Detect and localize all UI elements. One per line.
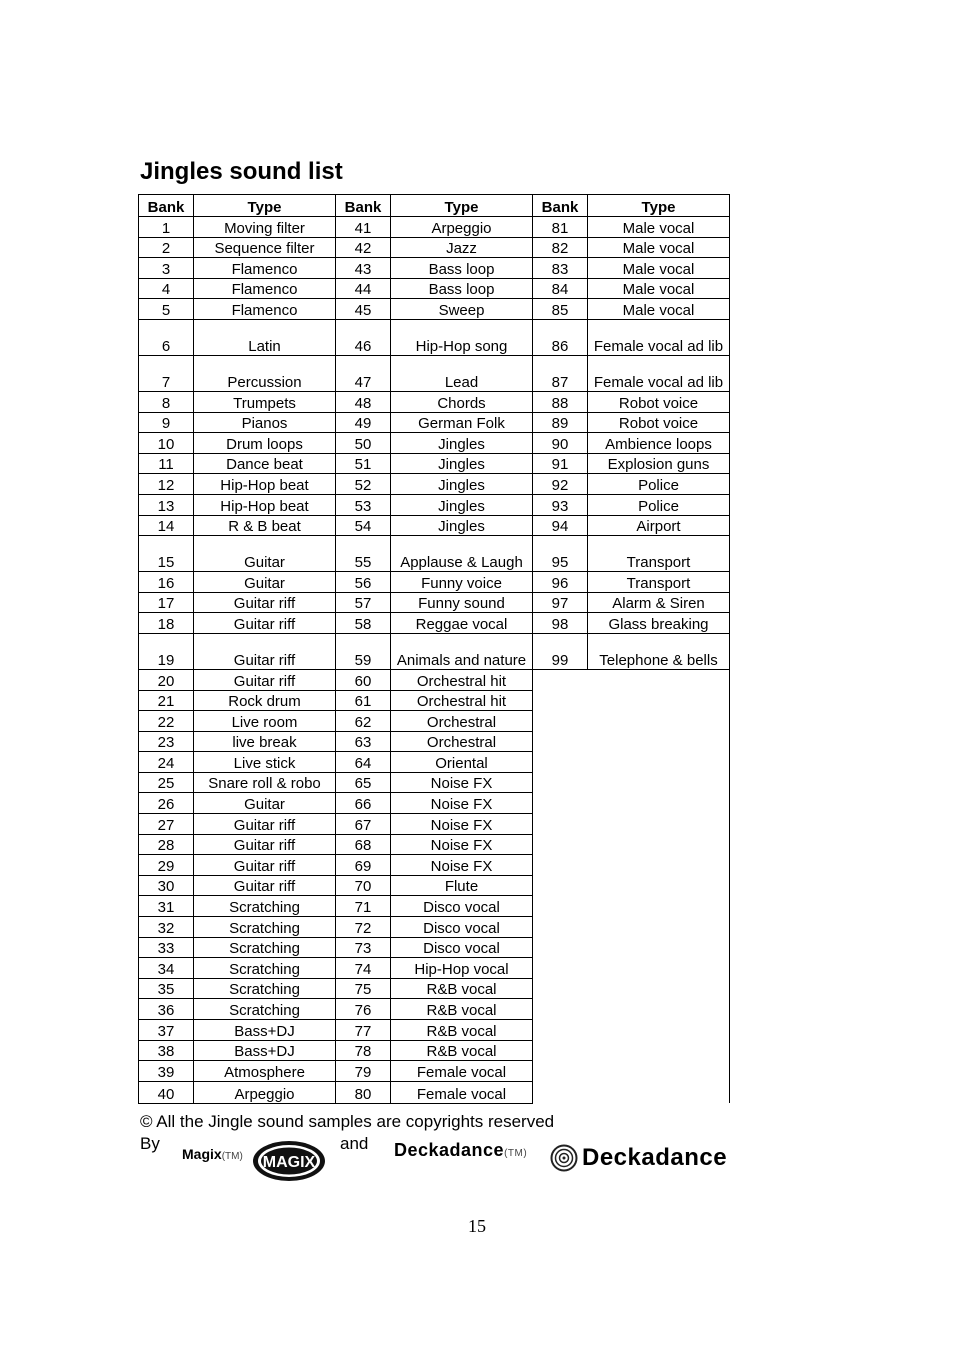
bank-cell: 50 — [336, 433, 391, 454]
bank-cell: 66 — [336, 793, 391, 814]
magix-logo — [252, 1140, 326, 1182]
bank-cell: 42 — [336, 237, 391, 258]
type-cell: Disco vocal — [391, 917, 533, 938]
type-cell: Bass loop — [391, 258, 533, 279]
table-row — [139, 453, 730, 474]
bank-cell: 69 — [336, 855, 391, 876]
type-cell: Latin — [194, 319, 336, 355]
table-row — [139, 319, 730, 355]
type-cell: R&B vocal — [391, 1020, 533, 1041]
magix-wordmark: Magix(TM) — [182, 1146, 243, 1162]
column-header: Type — [588, 195, 730, 217]
type-cell: Moving filter — [194, 217, 336, 238]
table-row — [139, 633, 730, 669]
type-cell: R & B beat — [194, 515, 336, 536]
table-row — [139, 299, 730, 320]
type-cell: Explosion guns — [588, 453, 730, 474]
type-cell: Noise FX — [391, 793, 533, 814]
bank-cell: 99 — [533, 633, 588, 669]
bank-cell: 25 — [139, 772, 194, 793]
type-cell: Live room — [194, 711, 336, 732]
table-row — [139, 412, 730, 433]
type-cell: Guitar riff — [194, 613, 336, 634]
type-cell: Scratching — [194, 917, 336, 938]
type-cell: Flamenco — [194, 299, 336, 320]
bank-cell: 52 — [336, 474, 391, 495]
type-cell: Transport — [588, 536, 730, 572]
table-row — [139, 592, 730, 613]
bank-cell: 73 — [336, 937, 391, 958]
type-cell: Female vocal ad lib — [588, 355, 730, 391]
type-cell: Live stick — [194, 752, 336, 773]
jingles-table — [138, 194, 730, 1104]
svg-text:MAGIX: MAGIX — [262, 1154, 316, 1171]
bank-cell: 13 — [139, 494, 194, 515]
bank-cell: 4 — [139, 278, 194, 299]
bank-cell: 33 — [139, 937, 194, 958]
bank-cell: 43 — [336, 258, 391, 279]
type-cell: Oriental — [391, 752, 533, 773]
type-cell: Alarm & Siren — [588, 592, 730, 613]
type-cell: Scratching — [194, 978, 336, 999]
type-cell: Telephone & bells — [588, 633, 730, 669]
bank-cell: 20 — [139, 669, 194, 690]
bank-cell: 35 — [139, 978, 194, 999]
type-cell: Orchestral — [391, 731, 533, 752]
bank-cell: 63 — [336, 731, 391, 752]
bank-cell: 76 — [336, 999, 391, 1020]
type-cell: Noise FX — [391, 855, 533, 876]
bank-cell: 10 — [139, 433, 194, 454]
type-cell: Airport — [588, 515, 730, 536]
bank-cell: 57 — [336, 592, 391, 613]
bank-cell: 61 — [336, 690, 391, 711]
type-cell: Male vocal — [588, 237, 730, 258]
bank-cell: 93 — [533, 494, 588, 515]
type-cell: Robot voice — [588, 412, 730, 433]
bank-cell: 21 — [139, 690, 194, 711]
vinyl-record-icon — [550, 1144, 578, 1172]
bank-cell: 91 — [533, 453, 588, 474]
type-cell: Hip-Hop beat — [194, 494, 336, 515]
table-row — [139, 494, 730, 515]
bank-cell: 7 — [139, 355, 194, 391]
table-row — [139, 391, 730, 412]
bank-cell: 49 — [336, 412, 391, 433]
table-row — [139, 278, 730, 299]
by-label: By — [140, 1134, 160, 1153]
bank-cell: 87 — [533, 355, 588, 391]
table-row — [139, 515, 730, 536]
bank-cell: 23 — [139, 731, 194, 752]
type-cell: R&B vocal — [391, 978, 533, 999]
type-cell: Drum loops — [194, 433, 336, 454]
bank-cell: 45 — [336, 299, 391, 320]
type-cell: Male vocal — [588, 258, 730, 279]
bank-cell: 56 — [336, 572, 391, 593]
bank-cell: 5 — [139, 299, 194, 320]
type-cell: Bass+DJ — [194, 1040, 336, 1061]
bank-cell: 92 — [533, 474, 588, 495]
bank-cell: 26 — [139, 793, 194, 814]
table-row — [139, 217, 730, 238]
bank-cell: 38 — [139, 1040, 194, 1061]
type-cell: Jazz — [391, 237, 533, 258]
bank-cell: 77 — [336, 1020, 391, 1041]
column-header: Bank — [533, 195, 588, 217]
bank-cell: 40 — [139, 1081, 194, 1103]
bank-cell: 41 — [336, 217, 391, 238]
type-cell: Male vocal — [588, 217, 730, 238]
type-cell: Flamenco — [194, 258, 336, 279]
table-header-row — [139, 195, 730, 217]
bank-cell: 89 — [533, 412, 588, 433]
bank-cell: 31 — [139, 896, 194, 917]
bank-cell: 84 — [533, 278, 588, 299]
type-cell: Bass loop — [391, 278, 533, 299]
bank-cell: 44 — [336, 278, 391, 299]
type-cell: Police — [588, 474, 730, 495]
bank-cell: 24 — [139, 752, 194, 773]
type-cell: Orchestral hit — [391, 690, 533, 711]
bank-cell: 14 — [139, 515, 194, 536]
bank-cell: 54 — [336, 515, 391, 536]
type-cell: Percussion — [194, 355, 336, 391]
type-cell: Snare roll & robo — [194, 772, 336, 793]
table-row — [139, 536, 730, 572]
bank-cell: 72 — [336, 917, 391, 938]
type-cell: Sequence filter — [194, 237, 336, 258]
bank-cell: 18 — [139, 613, 194, 634]
type-cell: Guitar riff — [194, 875, 336, 896]
type-cell: Guitar riff — [194, 633, 336, 669]
bank-cell: 55 — [336, 536, 391, 572]
type-cell: Noise FX — [391, 772, 533, 793]
empty-area — [533, 669, 730, 1103]
bank-cell: 79 — [336, 1061, 391, 1082]
type-cell: Disco vocal — [391, 896, 533, 917]
bank-cell: 67 — [336, 814, 391, 835]
bank-cell: 58 — [336, 613, 391, 634]
type-cell: Scratching — [194, 958, 336, 979]
bank-cell: 82 — [533, 237, 588, 258]
column-header: Type — [194, 195, 336, 217]
bank-cell: 46 — [336, 319, 391, 355]
type-cell: Jingles — [391, 474, 533, 495]
type-cell: Guitar — [194, 572, 336, 593]
type-cell: Reggae vocal — [391, 613, 533, 634]
deckadance-logo — [550, 1141, 727, 1175]
bank-cell: 48 — [336, 391, 391, 412]
type-cell: Applause & Laugh — [391, 536, 533, 572]
bank-cell: 59 — [336, 633, 391, 669]
type-cell: Hip-Hop song — [391, 319, 533, 355]
bank-cell: 1 — [139, 217, 194, 238]
and-label: and — [340, 1134, 369, 1153]
deckadance-logo-text: Deckadance — [582, 1144, 728, 1171]
type-cell: Scratching — [194, 896, 336, 917]
type-cell: Glass breaking — [588, 613, 730, 634]
type-cell: Guitar riff — [194, 592, 336, 613]
bank-cell: 98 — [533, 613, 588, 634]
table-row — [139, 237, 730, 258]
bank-cell: 34 — [139, 958, 194, 979]
bank-cell: 12 — [139, 474, 194, 495]
type-cell: Female vocal ad lib — [588, 319, 730, 355]
type-cell: Jingles — [391, 515, 533, 536]
bank-cell: 22 — [139, 711, 194, 732]
type-cell: Noise FX — [391, 814, 533, 835]
type-cell: Trumpets — [194, 391, 336, 412]
type-cell: Arpeggio — [194, 1081, 336, 1103]
bank-cell: 60 — [336, 669, 391, 690]
bank-cell: 17 — [139, 592, 194, 613]
bank-cell: 27 — [139, 814, 194, 835]
type-cell: Funny sound — [391, 592, 533, 613]
type-cell: Lead — [391, 355, 533, 391]
type-cell: Female vocal — [391, 1061, 533, 1082]
bank-cell: 53 — [336, 494, 391, 515]
type-cell: Atmosphere — [194, 1061, 336, 1082]
type-cell: Dance beat — [194, 453, 336, 474]
bank-cell: 64 — [336, 752, 391, 773]
type-cell: Guitar riff — [194, 855, 336, 876]
bank-cell: 6 — [139, 319, 194, 355]
bank-cell: 75 — [336, 978, 391, 999]
type-cell: Female vocal — [391, 1081, 533, 1103]
bank-cell: 28 — [139, 834, 194, 855]
type-cell: Flamenco — [194, 278, 336, 299]
type-cell: Animals and nature — [391, 633, 533, 669]
type-cell: Pianos — [194, 412, 336, 433]
bank-cell: 36 — [139, 999, 194, 1020]
type-cell: Guitar — [194, 793, 336, 814]
table-row — [139, 669, 730, 690]
bank-cell: 68 — [336, 834, 391, 855]
bank-cell: 2 — [139, 237, 194, 258]
bank-cell: 81 — [533, 217, 588, 238]
bank-cell: 11 — [139, 453, 194, 474]
type-cell: Male vocal — [588, 278, 730, 299]
type-cell: Guitar riff — [194, 814, 336, 835]
bank-cell: 3 — [139, 258, 194, 279]
type-cell: Guitar riff — [194, 834, 336, 855]
bank-cell: 39 — [139, 1061, 194, 1082]
bank-cell: 97 — [533, 592, 588, 613]
type-cell: Transport — [588, 572, 730, 593]
type-cell: German Folk — [391, 412, 533, 433]
column-header: Bank — [139, 195, 194, 217]
type-cell: Orchestral hit — [391, 669, 533, 690]
bank-cell: 74 — [336, 958, 391, 979]
type-cell: Orchestral — [391, 711, 533, 732]
bank-cell: 70 — [336, 875, 391, 896]
bank-cell: 8 — [139, 391, 194, 412]
bank-cell: 88 — [533, 391, 588, 412]
type-cell: Flute — [391, 875, 533, 896]
type-cell: Funny voice — [391, 572, 533, 593]
type-cell: Hip-Hop beat — [194, 474, 336, 495]
bank-cell: 19 — [139, 633, 194, 669]
type-cell: Guitar — [194, 536, 336, 572]
type-cell: Male vocal — [588, 299, 730, 320]
type-cell: Jingles — [391, 433, 533, 454]
table-row — [139, 474, 730, 495]
type-cell: Sweep — [391, 299, 533, 320]
bank-cell: 51 — [336, 453, 391, 474]
table-row — [139, 572, 730, 593]
bank-cell: 30 — [139, 875, 194, 896]
bank-cell: 95 — [533, 536, 588, 572]
bank-cell: 62 — [336, 711, 391, 732]
type-cell: Jingles — [391, 494, 533, 515]
bank-cell: 85 — [533, 299, 588, 320]
bank-cell: 29 — [139, 855, 194, 876]
type-cell: Bass+DJ — [194, 1020, 336, 1041]
bank-cell: 90 — [533, 433, 588, 454]
type-cell: Noise FX — [391, 834, 533, 855]
table-row — [139, 433, 730, 454]
bank-cell: 47 — [336, 355, 391, 391]
type-cell: R&B vocal — [391, 999, 533, 1020]
page-number: 15 — [468, 1216, 486, 1236]
table-row — [139, 613, 730, 634]
type-cell: Scratching — [194, 937, 336, 958]
type-cell: R&B vocal — [391, 1040, 533, 1061]
type-cell: live break — [194, 731, 336, 752]
type-cell: Hip-Hop vocal — [391, 958, 533, 979]
bank-cell: 86 — [533, 319, 588, 355]
type-cell: Robot voice — [588, 391, 730, 412]
bank-cell: 32 — [139, 917, 194, 938]
bank-cell: 65 — [336, 772, 391, 793]
deckadance-wordmark: Deckadance(TM) — [394, 1140, 528, 1160]
bank-cell: 80 — [336, 1081, 391, 1103]
page-title: Jingles sound list — [140, 158, 343, 185]
bank-cell: 37 — [139, 1020, 194, 1041]
bank-cell: 96 — [533, 572, 588, 593]
table-row — [139, 355, 730, 391]
type-cell: Police — [588, 494, 730, 515]
copyright-notice: © All the Jingle sound samples are copyrights reserved — [140, 1112, 555, 1131]
type-cell: Rock drum — [194, 690, 336, 711]
type-cell: Disco vocal — [391, 937, 533, 958]
bank-cell: 15 — [139, 536, 194, 572]
bank-cell: 94 — [533, 515, 588, 536]
bank-cell: 9 — [139, 412, 194, 433]
type-cell: Ambience loops — [588, 433, 730, 454]
table-row — [139, 258, 730, 279]
type-cell: Arpeggio — [391, 217, 533, 238]
bank-cell: 16 — [139, 572, 194, 593]
type-cell: Scratching — [194, 999, 336, 1020]
type-cell: Jingles — [391, 453, 533, 474]
column-header: Bank — [336, 195, 391, 217]
type-cell: Chords — [391, 391, 533, 412]
bank-cell: 71 — [336, 896, 391, 917]
bank-cell: 78 — [336, 1040, 391, 1061]
type-cell: Guitar riff — [194, 669, 336, 690]
bank-cell: 83 — [533, 258, 588, 279]
column-header: Type — [391, 195, 533, 217]
